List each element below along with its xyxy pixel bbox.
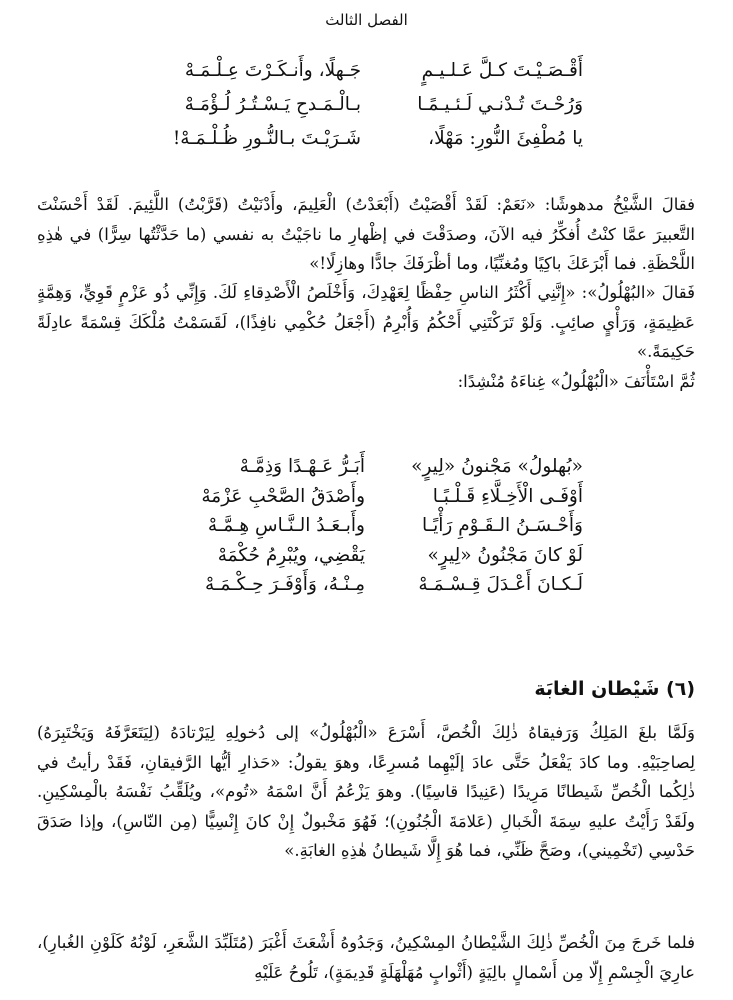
poem-hemistich-first: أَوْفَـى الْأَخِـلَّاءِ قَـلْـبًـا — [432, 485, 583, 507]
poem-line — [153, 545, 583, 575]
poem-hemistich-second: أَبَـرُّ عَـهْـدًا وَذِمَّـهْ — [239, 456, 365, 477]
poem-hemistich-second: بـالْـمَـدحِ يَـسْـتُـرُ لُـؤْمَـهْ — [184, 94, 361, 115]
poem-line — [153, 94, 583, 128]
poem-hemistich-first: يا مُطْفِئَ النُّورِ: مَهْلًا، — [428, 128, 583, 149]
poem-hemistich-first: لَوْ كانَ مَجْنُونُ «لِيرٍ» — [427, 544, 583, 566]
poem-stanza-2 — [153, 456, 583, 604]
poem-hemistich-second: جَـهلًا، وأَنـكَـرْتَ عِـلْـمَـهْ — [184, 60, 361, 81]
poem-hemistich-second: يَقْضِي، ويُبْرِمُ حُكْمَهْ — [217, 544, 365, 566]
body-paragraph: فقالَ الشَّيْخُ مدهوشًا: «نَعَمْ: لَقَدْ أَقْصَيْتُ (أَبْعَدْتُ) الْعَلِيمَ، وأَدْنَيْتُ (قَرَّبْتُ) اللَّئِيمَ. لَقَدْ أَحْسَنْتَ التَّعبيرَ عمَّا كنْتُ أُفكِّرُ فيه الآنَ، وصدَقْتَ في إظْهارِ ما ناجَيْتُ به نفسي (ما حَدَّثْتُها سِرًّا) في هٰذِهِ اللَّحْظَةِ. فما أَبْرَعَكَ باكِيًا ومُغنِّيًا، وما أظْرَفَكَ جادًّا وهازِلًا!» — [37, 195, 695, 273]
poem-hemistich-second: وأَبـعَـدُ الـنَّـاسِ هِـمَّـهْ — [207, 515, 365, 536]
poem-line — [153, 456, 583, 486]
poem-hemistich-first: وَأَحْـسَـنُ الـقَـوْمِ رَأْيًـا — [422, 515, 583, 536]
poem-hemistich-second: شَـرَيْـتَ بـالنُّـورِ ظُـلْـمَـهْ! — [172, 128, 361, 149]
poem-hemistich-second: مِـنْـهُ، وَأَوْفَـرَ حِـكْـمَـهْ — [205, 574, 365, 595]
poem-hemistich-second: وأَصْدَقُ الصَّحْبِ عَزْمَهْ — [201, 485, 365, 507]
section-heading: (٦) شَيْطان الغابَة — [534, 678, 695, 700]
poem-line — [153, 574, 583, 604]
poem-line — [153, 515, 583, 545]
poem-hemistich-first: «بُهلولُ» مَجْنونُ «لِيرٍ» — [411, 456, 583, 477]
body-paragraph: ثُمَّ اسْتَأْنَفَ «الْبُهْلُولُ» غِناءَهُ مُنْشِدًا: — [457, 372, 695, 391]
poem-line — [153, 486, 583, 516]
body-paragraph: وَلَمَّا بلغَ المَلِكُ وَرَفيقاهُ ذٰلِكَ الْخُصَّ، أَسْرَعَ «الْبُهْلُولُ» إلى دُخولِهِ لِيَرْتادَهُ (لِيَتَعَرَّفَهُ وَيَخْتَبِرَهُ) لِصاحِبَيْهِ. وما كادَ يَفْعَلُ حَتَّى عادَ إلَيْهِما مُسرِعًا، وهوَ يقولُ: «حَذارِ أيُّها الرَّفيقانِ، فَقَدْ رأيتُ في ذٰلِكُما الْخُصِّ شَيطانًا مَرِيدًا (عَنِيدًا قاسِيًا). وهوَ يَزْعُمُ أَنَّ اسْمَهُ «تُوم»، ويُلَقِّبُ نَفْسَهُ بالْمِسْكِينِ. ولَقَدْ رَأَيْتُ عليهِ سِمَةَ الْخَبالِ (عَلامَةَ الْجُنُونِ)؛ فَهُوَ مَخْبولٌ إِنْ كانَ إِنْسِيًّا (مِن النّاسِ)، وإذا صَدَقَ حَدْسِي (تَخْمِيني)، وصَحَّ ظَنِّي، فما هُوَ إِلَّا شَيطانُ هٰذِهِ الغابَةِ.» — [37, 723, 695, 860]
poem-hemistich-first: وَرُحْـتَ تُـدْنـي لَـئـيـمًـا — [417, 94, 583, 115]
running-head: الفصل الثالث — [325, 11, 408, 29]
body-paragraph: فلما خَرجَ مِنَ الْخُصِّ ذٰلِكَ الشَّيْطانُ المِسْكِينُ، وَجَدُوهُ أَشْعَثَ أَغْبَرَ (مُتَلَبِّدَ الشَّعَرِ، لَوْنُهُ كَلَوْنِ الغُبارِ)، عارِيَ الْجِسْمِ إِلّا مِن أَسْمالٍ بالِيَةٍ (أَثْوابٍ مُهَلْهَلَةٍ قَدِيمَةٍ)، تَلُوحُ عَلَيْهِ — [37, 933, 695, 982]
poem-stanza-1 — [153, 60, 583, 162]
poem-line — [153, 128, 583, 162]
poem-hemistich-first: لَـكـانَ أَعْـدَلَ قِـسْـمَـهْ — [418, 574, 583, 595]
poem-line — [153, 60, 583, 94]
poem-hemistich-first: أَقْـصَـيْـتَ كـلَّ عَـلـيـمٍ — [421, 60, 583, 81]
body-paragraph: فَقالَ «البُهْلُولُ»: «إِنَّنِي أَكْثَرُ الناسِ حِفْظًا لِعَهْدِكَ، وَأَخْلَصُ الْأَصْدِقاءِ لَكَ. وَإِنِّي ذُو عَزْمٍ قَوِيٍّ، وَهِمَّةٍ عَظِيمَةٍ، وَرَأْيٍ صائِبٍ. وَلَوْ تَرَكْتَنِي أَحْكُمُ وَأُبْرِمُ (أَجْعَلُ حُكْمِي نافِذًا)، لَقَسَمْتُ مُلْكَكَ قِسْمَةً عادِلَةً حَكِيمَةً.» — [37, 283, 695, 361]
